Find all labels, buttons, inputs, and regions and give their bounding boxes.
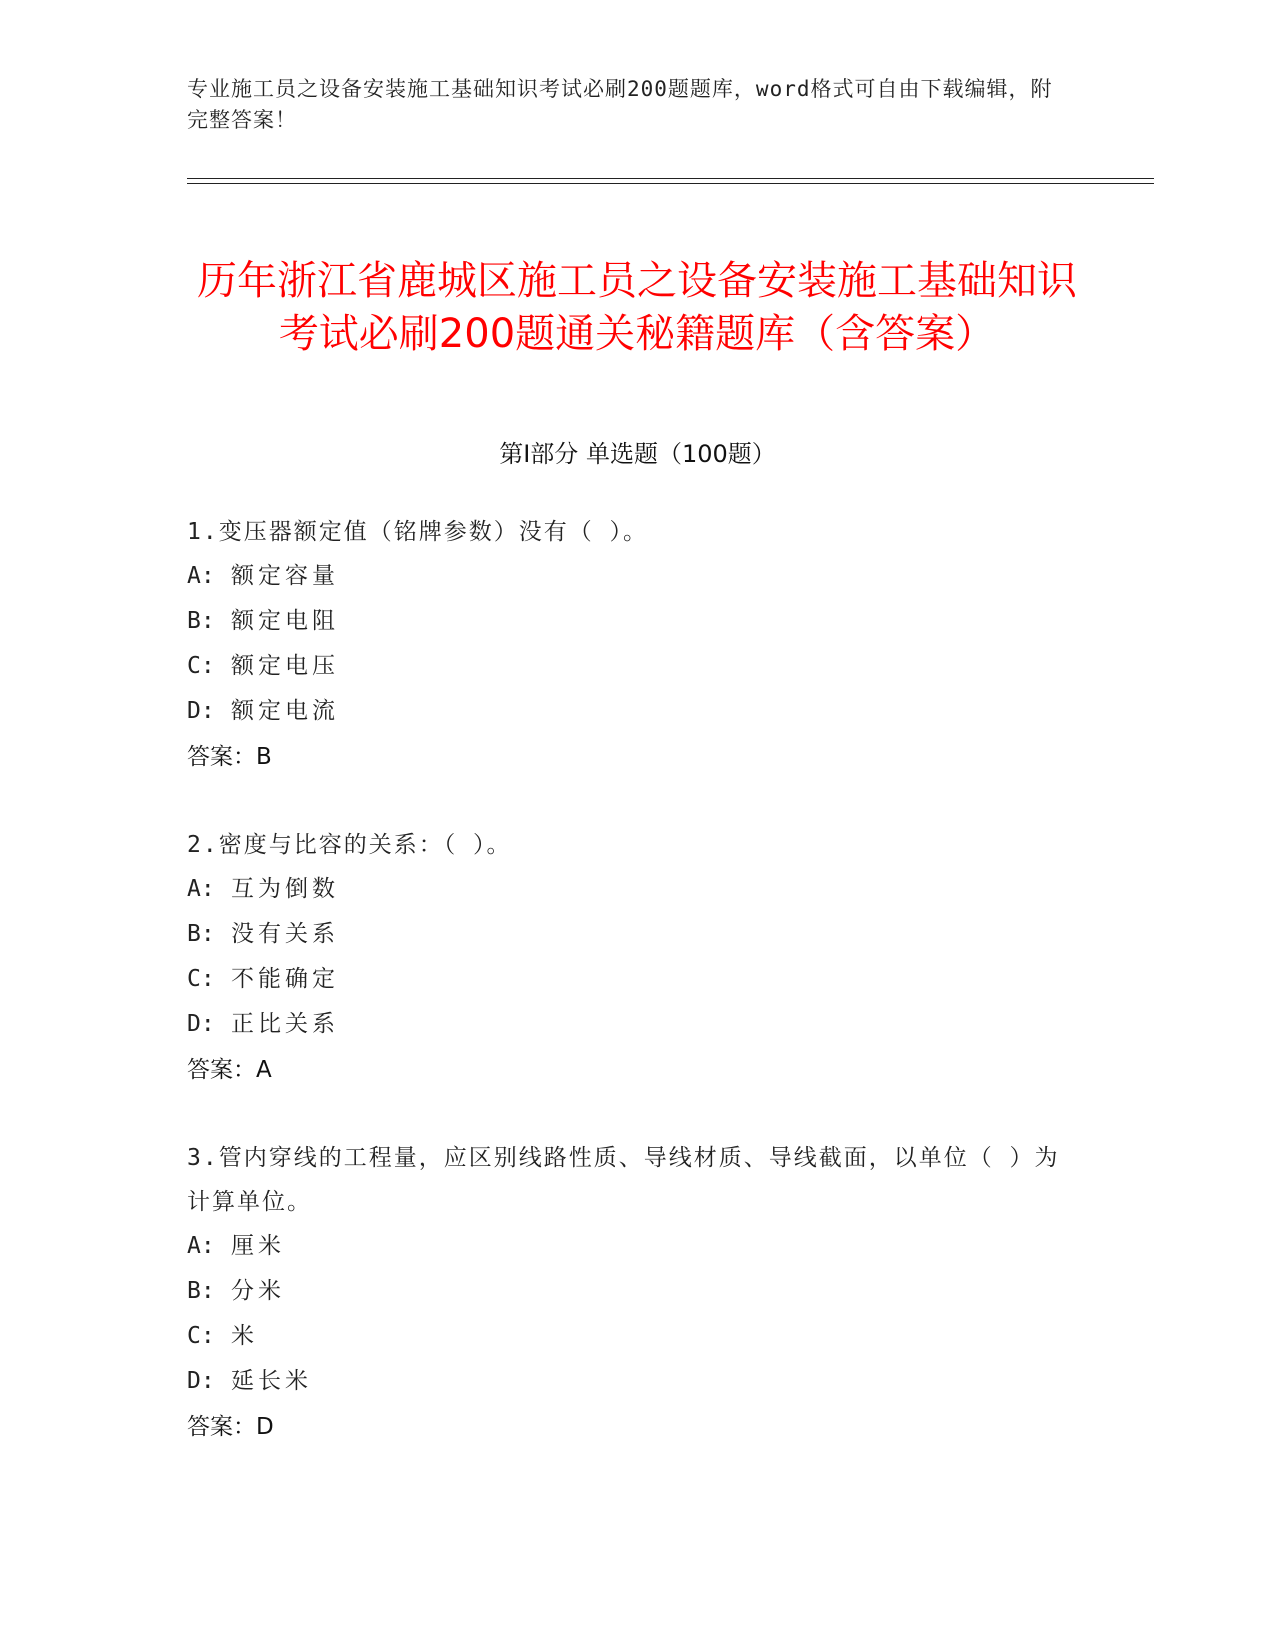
option-letter: C: xyxy=(187,1323,215,1349)
option-text: 额定电压 xyxy=(231,653,339,679)
option-a xyxy=(187,1224,1067,1269)
answer-text: 答案：B xyxy=(187,744,272,770)
option-letter: B: xyxy=(187,921,215,947)
answer-text: 答案：D xyxy=(187,1414,274,1440)
option-d xyxy=(187,1359,1067,1404)
option-c xyxy=(187,644,1067,689)
header-divider-bottom xyxy=(187,183,1154,184)
option-text: 额定容量 xyxy=(231,563,339,589)
option-letter: D: xyxy=(187,1011,215,1037)
option-letter: C: xyxy=(187,966,215,992)
option-text: 互为倒数 xyxy=(231,876,339,902)
option-b xyxy=(187,599,1067,644)
document-title: 历年浙江省鹿城区施工员之设备安装施工基础知识考试必刷200题通关秘籍题库（含答案） xyxy=(197,257,1077,357)
option-c xyxy=(187,957,1067,1002)
option-b xyxy=(187,1269,1067,1314)
option-text: 厘米 xyxy=(231,1233,285,1259)
option-text: 米 xyxy=(231,1323,258,1349)
option-letter: B: xyxy=(187,608,215,634)
answer-text: 答案：A xyxy=(187,1057,272,1083)
option-text: 延长米 xyxy=(231,1368,312,1394)
option-letter: A: xyxy=(187,1233,215,1259)
option-letter: D: xyxy=(187,1368,215,1394)
option-text: 正比关系 xyxy=(231,1011,339,1037)
question-block xyxy=(187,823,1067,1093)
option-d xyxy=(187,1002,1067,1047)
option-b xyxy=(187,912,1067,957)
option-text: 额定电阻 xyxy=(231,608,339,634)
header-divider-top xyxy=(187,178,1154,179)
question-text: 1.变压器额定值（铭牌参数）没有（ ）。 xyxy=(187,519,649,545)
option-text: 没有关系 xyxy=(231,921,339,947)
option-text: 不能确定 xyxy=(231,966,339,992)
option-text: 分米 xyxy=(231,1278,285,1304)
option-letter: A: xyxy=(187,563,215,589)
option-letter: C: xyxy=(187,653,215,679)
header-note: 专业施工员之设备安装施工基础知识考试必刷200题题库，word格式可自由下载编辑，附完整答案！ xyxy=(187,77,1053,132)
question-text: 3.管内穿线的工程量，应区别线路性质、导线材质、导线截面，以单位（ ）为计算单位。 xyxy=(187,1145,1060,1215)
option-letter: D: xyxy=(187,698,215,724)
section-heading: 第I部分 单选题（100题） xyxy=(499,440,776,468)
option-letter: A: xyxy=(187,876,215,902)
option-a xyxy=(187,554,1067,599)
option-d xyxy=(187,689,1067,734)
question-text: 2.密度与比容的关系：（ ）。 xyxy=(187,832,512,858)
question-block xyxy=(187,1136,1067,1450)
option-letter: B: xyxy=(187,1278,215,1304)
option-a xyxy=(187,867,1067,912)
option-c xyxy=(187,1314,1067,1359)
question-block xyxy=(187,510,1067,780)
option-text: 额定电流 xyxy=(231,698,339,724)
